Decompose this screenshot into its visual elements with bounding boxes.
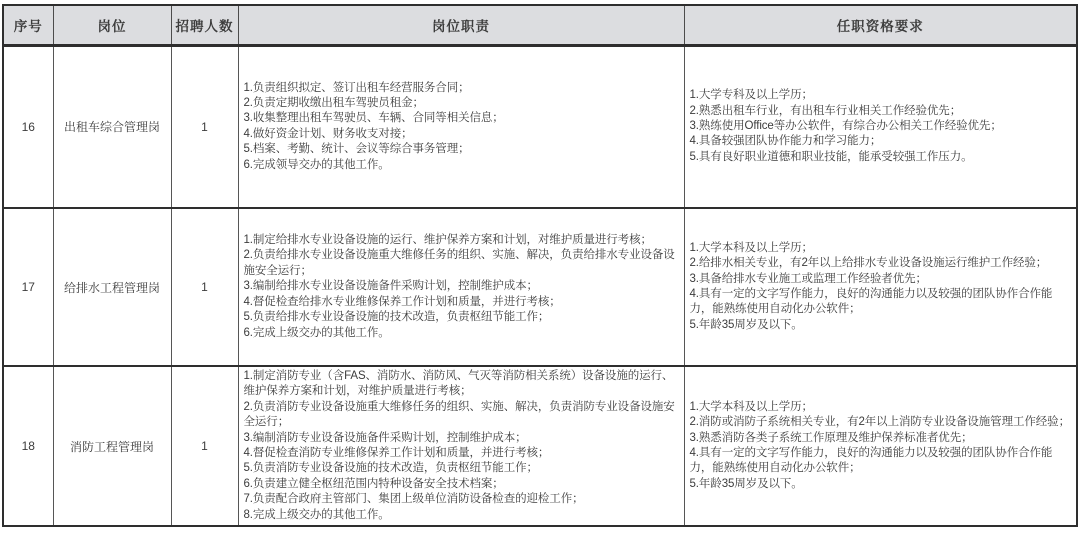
cell-recruit-count: 1 [171,208,238,366]
duty-line: 1.负责组织拟定、签订出租车经营服务合同； [243,81,470,94]
requirement-line: 5.具有良好职业道德和职业技能，能承受较强工作压力。 [689,150,973,163]
duty-line: 4.督促检查消防专业维修保养工作计划和质量，并进行考核； [243,447,550,460]
cell-recruit-count: 1 [171,366,238,526]
requirement-line: 4.具备较强团队协作能力和学习能力； [689,135,882,148]
requirement-line: 3.具备给排水专业施工或监理工作经验者优先； [689,272,927,285]
duty-line: 6.负责建立健全枢纽范围内特种设备安全技术档案； [243,477,504,490]
requirement-line: 1.大学本科及以上学历； [689,400,813,413]
requirement-line: 2.熟悉出租车行业，有出租车行业相关工作经验优先； [689,104,962,117]
table-header-row [3,5,1077,45]
table-row [3,366,1077,526]
requirement-line: 3.熟练使用Office等办公软件，有综合办公相关工作经验优先； [689,120,1002,133]
duty-line: 3.编制消防专业设备设施备件采购计划，控制维护成本； [243,431,527,444]
requirement-line: 5.年龄35周岁及以下。 [689,318,803,331]
requirement-line: 2.消防或消防子系统相关专业，有2年以上消防专业设备设施管理工作经验； [689,416,1070,429]
requirement-line: 4.具有一定的文字写作能力，良好的沟通能力以及较强的团队协作合作能力，能熟练使用自动化办公软件； [689,288,1053,316]
duty-line: 8.完成上级交办的其他工作。 [243,508,390,521]
recruitment-table [2,4,1078,527]
duty-line: 6.完成上级交办的其他工作。 [243,326,390,339]
table-row [3,208,1077,366]
requirement-line: 3.熟悉消防各类子系统工作原理及维护保养标准者优先； [689,431,973,444]
cell-job-duties [238,366,684,526]
header-qualifications: 任职资格要求 [684,5,1077,45]
duty-line: 3.收集整理出租车驾驶员、车辆、合同等相关信息； [243,112,504,125]
duty-line: 3.编制给排水专业设备设施备件采购计划，控制维护成本； [243,280,538,293]
duty-line: 5.负责消防专业设备设施的技术改造，负责枢纽节能工作； [243,462,538,475]
header-job-duties: 岗位职责 [238,5,684,45]
duty-line: 2.负责给排水专业设备设施重大维修任务的组织、实施、解决，负责给排水专业设备设施安全运行； [243,249,675,277]
duty-line: 4.做好资金计划、财务收支对接； [243,127,413,140]
duty-line: 1.制定给排水专业设备设施的运行、维护保养方案和计划，对维护质量进行考核； [243,234,652,247]
requirement-line: 5.年龄35周岁及以下。 [689,477,803,490]
duty-line: 2.负责消防专业设备设施重大维修任务的组织、实施、解决，负责消防专业设备设施安全运行； [243,400,675,429]
cell-serial-number: 17 [3,208,53,366]
cell-serial-number: 18 [3,366,53,526]
duty-line: 6.完成领导交办的其他工作。 [243,158,390,171]
cell-job-duties [238,45,684,208]
duty-line: 4.督促检查给排水专业维修保养工作计划和质量，并进行考核； [243,295,561,308]
cell-recruit-count: 1 [171,45,238,208]
header-recruit-count: 招聘人数 [171,5,238,45]
duty-line: 2.负责定期收缴出租车驾驶员租金； [243,96,424,109]
cell-qualifications [684,45,1077,208]
requirement-line: 1.大学专科及以上学历； [689,89,813,102]
cell-position: 消防工程管理岗 [53,366,171,526]
cell-serial-number: 16 [3,45,53,208]
requirement-line: 4.具有一定的文字写作能力，良好的沟通能力以及较强的团队协作合作能力，能熟练使用自动化办公软件； [689,447,1053,475]
cell-position: 出租车综合管理岗 [53,45,171,208]
cell-qualifications [684,366,1077,526]
requirement-line: 1.大学本科及以上学历； [689,241,813,254]
header-serial-number: 序号 [3,5,53,45]
cell-job-duties [238,208,684,366]
duty-line: 5.档案、考勤、统计、会议等综合事务管理； [243,143,470,156]
header-position: 岗位 [53,5,171,45]
table-row [3,45,1077,208]
cell-qualifications [684,208,1077,366]
duty-line: 1.制定消防专业（含FAS、消防水、消防风、气灭等消防相关系统）设备设施的运行、维护保养方案和计划，对维护质量进行考核； [243,370,674,398]
duty-line: 5.负责给排水专业设备设施的技术改造，负责枢纽节能工作； [243,311,550,324]
requirement-line: 2.给排水相关专业，有2年以上给排水专业设备设施运行维护工作经验； [689,257,1048,270]
cell-position: 给排水工程管理岗 [53,208,171,366]
duty-line: 7.负责配合政府主管部门、集团上级单位消防设备检查的迎检工作； [243,493,584,506]
table-body [3,45,1077,526]
